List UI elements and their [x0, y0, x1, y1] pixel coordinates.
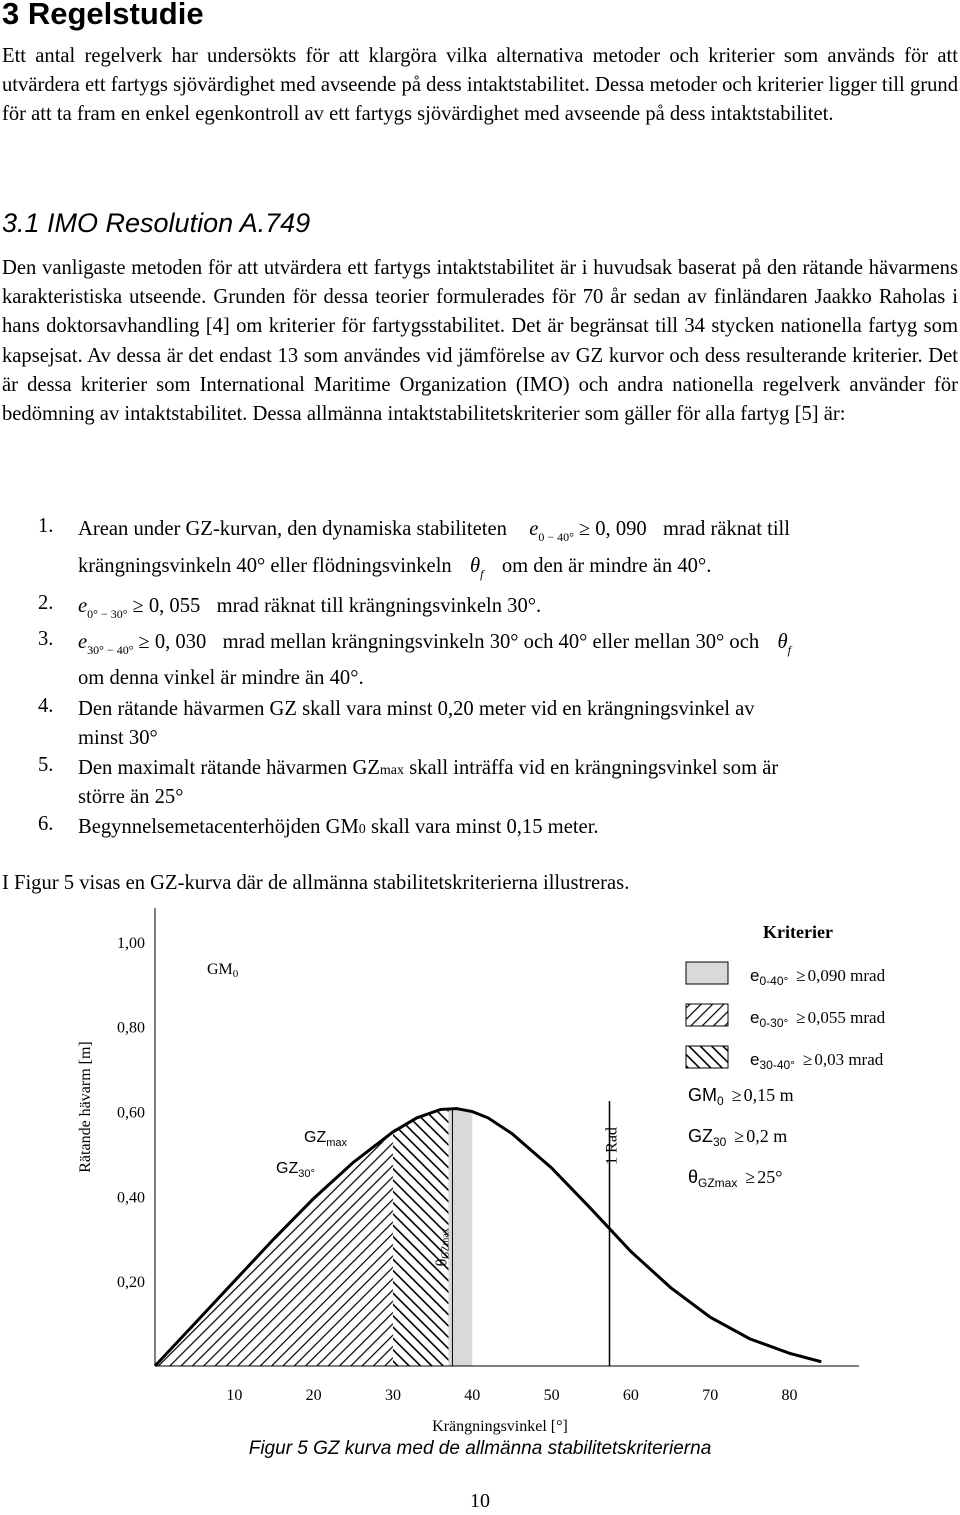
- criterion-1-value: 0, 090: [595, 518, 647, 540]
- theta-gzmax-sub: GZmax: [440, 1228, 452, 1259]
- criterion-5-number: 5.: [38, 754, 54, 776]
- criterion-3-symbol: e: [78, 631, 88, 653]
- criterion-3-theta: θ: [777, 631, 788, 653]
- figure-caption: Figur 5 GZ kurva med de allmänna stabilitetskriterierna: [248, 1438, 712, 1459]
- legend-item-label: $e_{30-40^\circ} \ge 0,03$ mrad: [750, 1050, 884, 1072]
- criterion-2-sub: 0° − 30°: [87, 607, 128, 621]
- legend-extra-value: 25°: [757, 1167, 783, 1187]
- criterion-4-line1: Den rätande hävarmen GZ skall vara minst 0,20 meter vid en krängningsvinkel av: [78, 698, 755, 720]
- legend-item-value: 0,090 mrad: [807, 966, 886, 985]
- x-tick-label: 10: [226, 1387, 243, 1404]
- gzmax-label: $GZ_{max}$: [304, 1129, 347, 1149]
- criterion-5-line2: större än 25°: [78, 786, 184, 808]
- legend-item-label: $e_{0-40^\circ} \ge 0,090$ mrad: [750, 966, 886, 988]
- criterion-4-number: 4.: [38, 695, 54, 717]
- criterion-6: [78, 813, 599, 844]
- legend-swatch: [686, 1046, 728, 1068]
- criterion-4-line2: minst 30°: [78, 727, 158, 749]
- criterion-3-line2: om denna vinkel är mindre än 40°.: [78, 667, 364, 689]
- legend-item-ge: ≥: [796, 1008, 806, 1027]
- criterion-3-text: mrad mellan krängningsvinkeln 30° och 40° eller mellan 30° och: [222, 631, 760, 653]
- legend-item-value: 0,03 mrad: [814, 1050, 884, 1069]
- criterion-3-value: 0, 030: [154, 631, 207, 653]
- criterion-6-text-end: skall vara minst 0,15 meter.: [370, 816, 599, 838]
- criterion-5-text-end: skall inträffa vid en krängningsvinkel som är: [409, 757, 779, 779]
- criterion-3-ge: ≥: [138, 631, 150, 653]
- criterion-3-number: 3.: [38, 628, 54, 650]
- gm-label: GM0: [207, 961, 239, 980]
- legend-title: Kriterier: [763, 922, 833, 942]
- criterion-2-value: 0, 055: [148, 595, 201, 617]
- theta-sub: f: [480, 567, 484, 581]
- x-tick-label: 80: [781, 1387, 798, 1404]
- gz30-sub: 30°: [298, 1168, 315, 1180]
- legend-extra-label: $GZ_{30} \ge 0,2$ m: [688, 1126, 788, 1149]
- page-number: 10: [470, 1490, 490, 1512]
- legend-item-sub: 0-40°: [759, 974, 789, 988]
- criterion-5-text: Den maximalt rätande hävarmen GZ: [78, 757, 380, 779]
- theta-gzmax-label: θGZmax: [433, 1228, 452, 1267]
- legend-item-ge: ≥: [796, 966, 806, 985]
- criterion-3-sub: 30° − 40°: [87, 643, 134, 657]
- criterion-2: [78, 592, 541, 623]
- legend-extra-sub: 30: [713, 1135, 727, 1149]
- legend-extra-sub: 0: [717, 1094, 724, 1108]
- criterion-2-symbol: e: [78, 595, 88, 617]
- legend-item-value: 0,055 mrad: [807, 1008, 886, 1027]
- y-tick-label: 0,60: [117, 1104, 145, 1122]
- gz30-label: $GZ_{30^\circ}$: [276, 1160, 315, 1180]
- legend-extra-label: $\theta_{GZmax} \ge 25^\circ$: [688, 1167, 783, 1190]
- intro-paragraph: Ett antal regelverk har undersökts för att klargöra vilka alternativa metoder och kriterier som används för att utvärdera ett fartygs sjövärdighet med avseende på dess intaktstabilitet. Dessa metoder och kriterier ligger till grund för att ta fram en enkel egenkontroll av ett fartygs sjövärdighet med avseende på dess intaktstabilitet.: [2, 45, 958, 126]
- legend-extra-sub: GZmax: [698, 1176, 738, 1190]
- x-tick-label: 30: [384, 1387, 401, 1404]
- criterion-3: [78, 628, 958, 659]
- criterion-1-line1: [78, 515, 958, 546]
- subsection-title: 3.1 IMO Resolution A.749: [2, 208, 311, 238]
- legend-extra-ge: ≥: [731, 1085, 742, 1105]
- x-axis-label: Krängningsvinkel [°]: [432, 1418, 568, 1435]
- one-rad-label: 1 Rad: [603, 1127, 621, 1165]
- criterion-2-text: mrad räknat till krängningsvinkeln 30°.: [216, 595, 542, 617]
- legend-swatch: [686, 962, 728, 984]
- criterion-5-sub: max: [379, 763, 405, 778]
- x-tick-label: 50: [543, 1387, 560, 1404]
- y-tick-label: 0,40: [117, 1189, 145, 1207]
- criterion-1-line2-end: om den är mindre än 40°.: [501, 555, 712, 577]
- criterion-1-ge: ≥: [579, 518, 591, 540]
- criterion-1-line2-text: krängningsvinkeln 40° eller flödningsvinkeln: [78, 555, 452, 577]
- criterion-1-sub: 0 − 40°: [538, 530, 574, 544]
- criterion-5-line1: [78, 754, 778, 785]
- figure-intro: I Figur 5 visas en GZ-kurva där de allmänna stabilitetskriterierna illustreras.: [2, 872, 630, 894]
- body-paragraph: Den vanligaste metoden för att utvärdera ett fartygs intaktstabilitet är i huvudsak baserat på den rätande hävarmens karakteristiska utseende. Grunden för dessa teorier formulerades för 70 år sedan av finländaren Jaakko Raholas i hans doktorsavhandling [4] om kriterier för fartygsstabilitet. Det är begränsat till 34 stycken nationella fartyg som kapsejsat. Av dessa är det endast 13 som användes vid jämförelse av GZ kurvor och dess resulterande kriterier. Det är dessa kriterier som International Maritime Organization (IMO) och andra nationella regelverk använder för bedömning av intaktstabilitet. Dessa allmänna intaktstabilitetskriterier som gäller för alla fartyg [5] är:: [2, 257, 958, 426]
- gm-sub: 0: [232, 968, 239, 980]
- legend-extra-ge: ≥: [734, 1126, 745, 1146]
- legend-extra-ge: ≥: [745, 1167, 756, 1187]
- legend-extra-value: 0,2 m: [746, 1126, 788, 1146]
- legend-item-sub: 30-40°: [759, 1058, 795, 1072]
- criterion-3-theta-sub: f: [787, 643, 791, 657]
- criterion-1-line2: [78, 552, 711, 583]
- x-tick-label: 20: [305, 1387, 322, 1404]
- criterion-2-number: 2.: [38, 592, 54, 614]
- theta-symbol: θ: [470, 555, 481, 577]
- legend-extra-value: 0,15 m: [743, 1085, 794, 1105]
- legend-item-sub: 0-30°: [759, 1016, 789, 1030]
- x-tick-label: 40: [464, 1387, 481, 1404]
- criterion-1-unit: mrad räknat till: [663, 518, 790, 540]
- criterion-6-sub: 0: [358, 822, 366, 837]
- x-tick-label: 60: [622, 1387, 639, 1404]
- criterion-1-symbol: e: [529, 518, 539, 540]
- legend-swatch: [686, 1004, 728, 1026]
- criterion-6-text: Begynnelsemetacenterhöjden GM: [78, 816, 359, 838]
- gz-chart: [0, 890, 960, 1435]
- gzmax-sub: max: [326, 1137, 347, 1149]
- criterion-1-number: 1.: [38, 515, 54, 537]
- x-tick-label: 70: [702, 1387, 719, 1404]
- criterion-6-number: 6.: [38, 813, 54, 835]
- criterion-2-ge: ≥: [132, 595, 144, 617]
- legend-extra-label: $GM_0 \ge 0,15$ m: [688, 1085, 794, 1108]
- legend-item-ge: ≥: [802, 1050, 813, 1069]
- y-tick-label: 0,20: [117, 1274, 145, 1292]
- y-axis-label: Rätande hävarm [m]: [77, 1041, 94, 1173]
- criterion-1-text: Arean under GZ-kurvan, den dynamiska stabiliteten: [78, 518, 507, 540]
- y-tick-label: 1,00: [117, 934, 145, 952]
- legend-item-label: $e_{0-30^\circ} \ge 0,055$ mrad: [750, 1008, 886, 1030]
- y-tick-label: 0,80: [117, 1019, 145, 1037]
- area-0-30: [155, 1132, 393, 1366]
- section-title: 3 Regelstudie: [2, 0, 204, 31]
